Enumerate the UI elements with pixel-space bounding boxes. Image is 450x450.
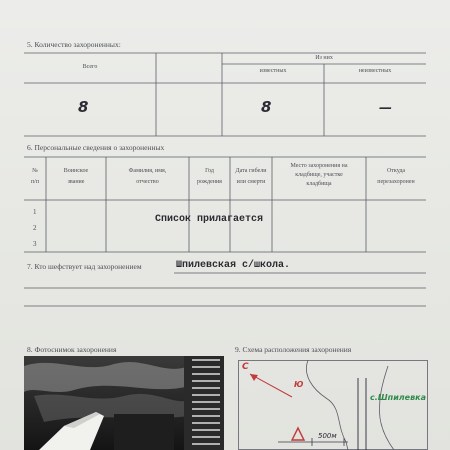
burial-location-map [238, 360, 428, 450]
map-south-label: Ю [294, 380, 304, 389]
section5-title: 5. Количество захороненных: [27, 40, 121, 49]
value-unknown: — [379, 101, 392, 116]
map-scale-label: 500м [318, 432, 337, 440]
section8-title: 8. Фотоснимок захоронения [27, 345, 117, 354]
row-number: 2 [33, 224, 37, 232]
col-including-header: Из них [315, 55, 333, 61]
header-birth-year: Год рождения [197, 168, 222, 185]
header-burial-place: Место захоронения на кладбище, участке кладбища [290, 163, 348, 187]
patron-value: Шпилевская с/школа. [176, 260, 291, 271]
map-north-label: С [242, 362, 249, 372]
col-unknown-header: неизвестных [358, 68, 392, 74]
header-rank: Воинское звание [63, 168, 89, 185]
col-total-header: Всего [82, 64, 98, 70]
value-known: 8 [261, 98, 272, 116]
section7-title: 7. Кто шефствует над захоронением [27, 262, 142, 271]
row-number: 1 [33, 208, 37, 216]
header-number: № п/п [30, 168, 40, 185]
section6-title: 6. Персональные сведения о захороненных [27, 143, 165, 152]
header-reburied-from: Откуда перезахоронен [377, 168, 415, 185]
header-fullname: Фамилия, имя, отчество [128, 168, 167, 185]
section9-title: 9. Схема расположения захоронения [235, 345, 352, 354]
grave-photo [24, 356, 224, 450]
value-total: 8 [78, 98, 89, 116]
col-known-header: известных [259, 68, 287, 74]
header-death-date: Дата гибели или смерти [235, 168, 267, 185]
row-number: 3 [33, 240, 37, 248]
list-attached-note: Список прилагается [155, 214, 264, 225]
map-village-label: с.Шпилевка [370, 393, 426, 402]
